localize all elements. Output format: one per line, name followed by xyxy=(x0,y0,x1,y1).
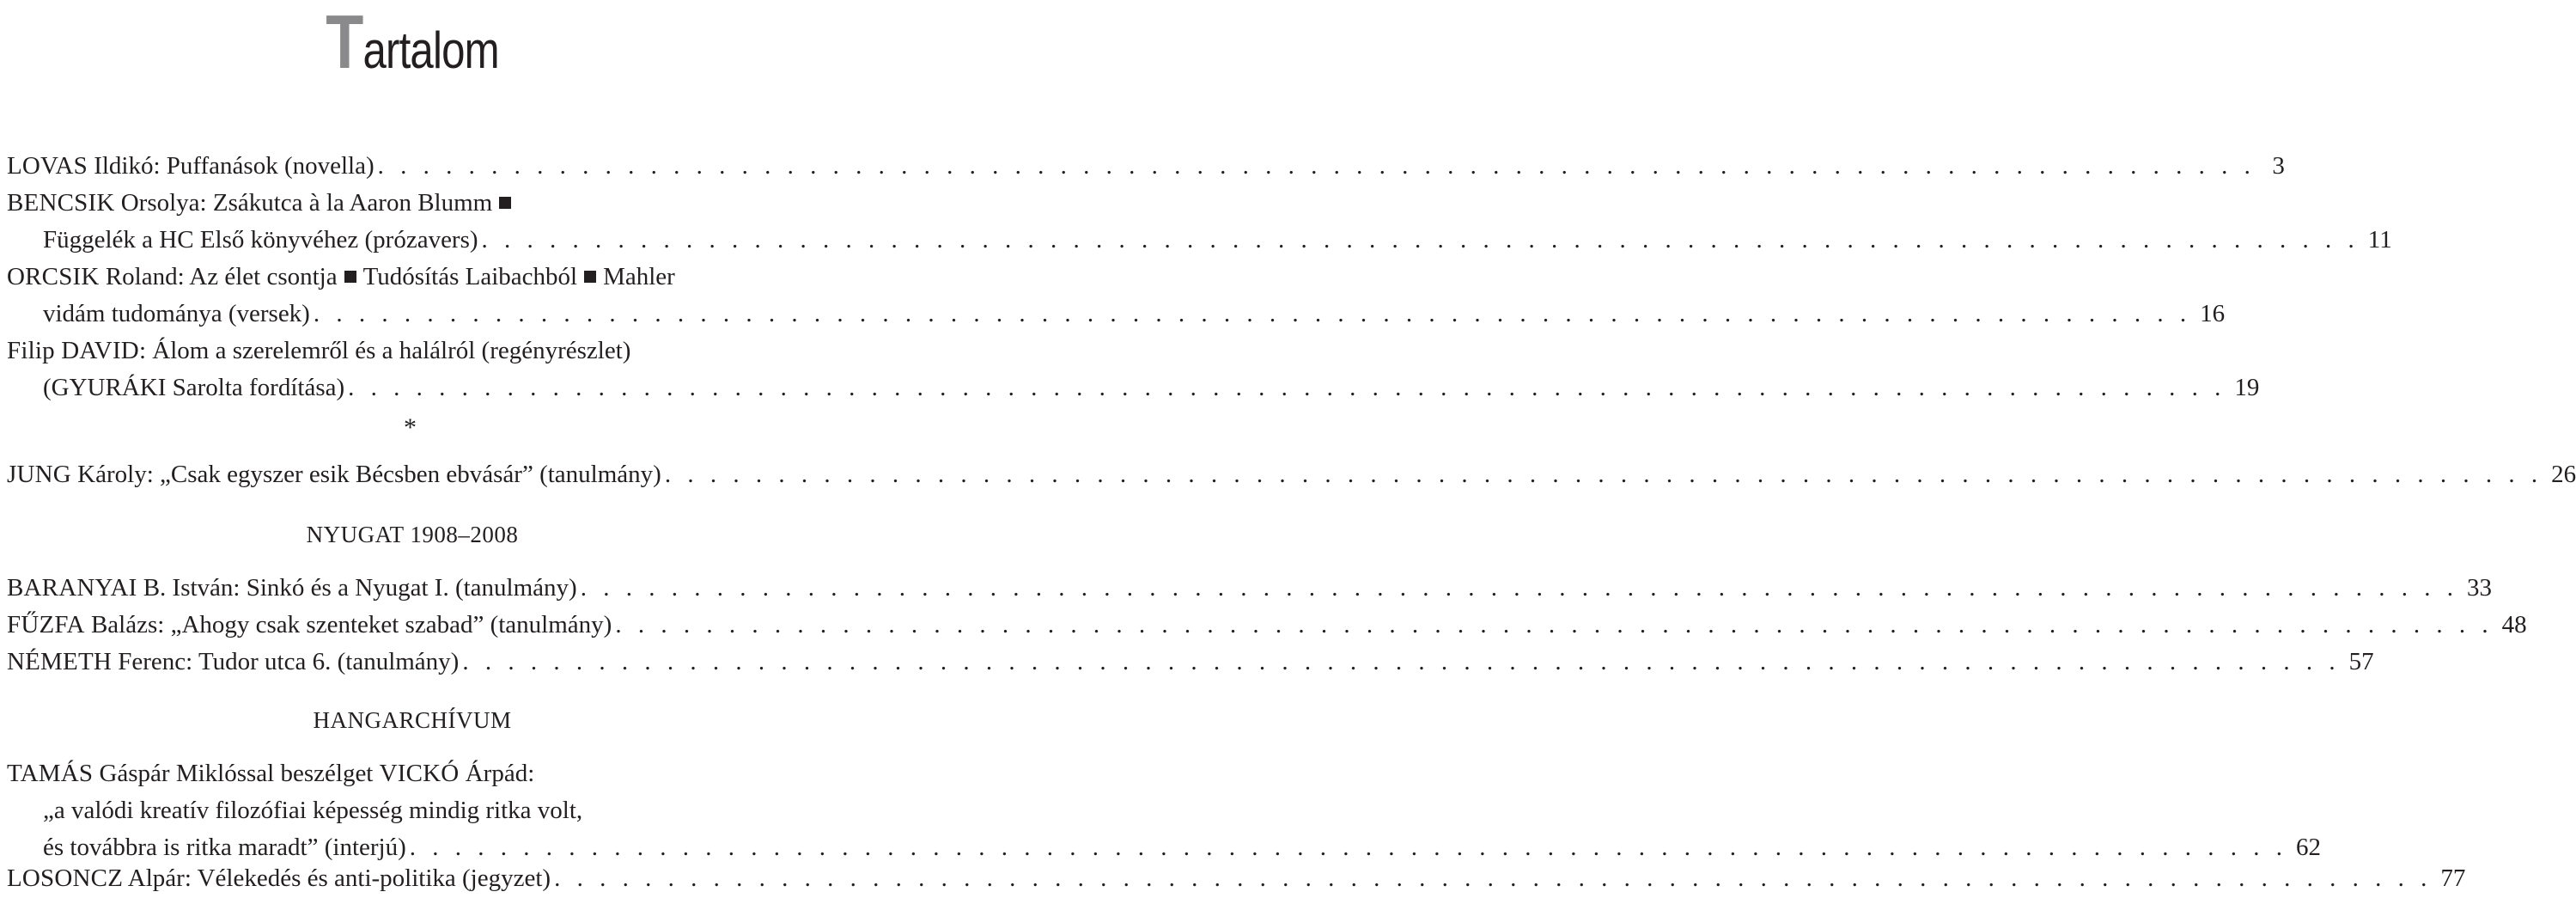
entry-author: JUNG xyxy=(7,461,71,488)
entry-title: : Álom a szerelemről és a halálról (regényrészlet) xyxy=(138,337,631,364)
entry-page-number: 3 xyxy=(2272,152,2285,180)
entry-title-part2: Tudósítás Laibachból xyxy=(362,263,578,290)
dot-leader: . . . . . . . . . . . . . . . . . . . . . . . . . . . . . . . . . . . . . . . . . . . . . . . . . . . . . . . . . . . . . . . . . . . . . . . . . . . . . . . . . . . xyxy=(313,300,2192,327)
entry-title: Ferenc: Tudor utca 6. (tanulmány) xyxy=(112,648,460,675)
page-title xyxy=(74,0,750,89)
entry-title: Alpár: Vélekedés és anti-politika (jegyzet) xyxy=(123,864,551,892)
section-separator-asterisk: * xyxy=(404,413,417,442)
entry-title: Gáspár Miklóssal beszélget xyxy=(93,760,380,787)
section-heading-nyugat: NYUGAT 1908–2008 xyxy=(306,522,519,547)
entry-title-continued: Függelék a HC Első könyvéhez (prózavers) xyxy=(43,226,478,254)
entry-author: LOSONCZ xyxy=(7,864,124,892)
square-separator-icon xyxy=(584,271,596,283)
entry-author: LOVAS xyxy=(7,152,88,180)
entry-page-number: 33 xyxy=(2466,574,2492,602)
entry-title-continued: (GYURÁKI Sarolta fordítása) xyxy=(43,374,345,401)
title-rest: artalom xyxy=(362,21,499,79)
dot-leader: . . . . . . . . . . . . . . . . . . . . . . . . . . . . . . . . . . . . . . . . . . . . . . . . . . . . . . . . . . . . . . . . . . . . . . . . . . . . . . . . . . . xyxy=(348,374,2226,401)
section-heading-hangarchivum: HANGARCHÍVUM xyxy=(313,707,512,733)
dot-leader: . . . . . . . . . . . . . . . . . . . . . . . . . . . . . . . . . . . . . . . . . . . . . . . . . . . . . . . . . . . . . . . . . . . . . . . . . . . . . . . . . . . xyxy=(481,226,2360,254)
title-initial: T xyxy=(326,0,363,84)
toc-entry-fuzfa[interactable] xyxy=(7,607,2527,644)
entry-title-continued: vidám tudománya (versek) xyxy=(43,300,310,327)
entry-page-number: 57 xyxy=(2348,648,2374,675)
dot-leader: . . . . . . . . . . . . . . . . . . . . . . . . . . . . . . . . . . . . . . . . . . . . . . . . . . . . . . . . . . . . . . . . . . . . . . . . . . . . . . . . . . . xyxy=(409,834,2288,861)
entry-page-number: 26 xyxy=(2551,461,2576,488)
entry-page-number: 62 xyxy=(2296,834,2322,861)
entry-author: TAMÁS xyxy=(7,760,94,787)
toc-entry-losoncz[interactable] xyxy=(7,860,2466,897)
entry-page-number: 16 xyxy=(2200,300,2226,327)
dot-leader: . . . . . . . . . . . . . . . . . . . . . . . . . . . . . . . . . . . . . . . . . . . . . . . . . . . . . . . . . . . . . . . . . . . . . . . . . . . . . . . . . . . xyxy=(554,864,2433,892)
toc-entry-nemeth[interactable] xyxy=(7,644,2374,681)
entry-title: Orsolya: Zsákutca à la Aaron Blumm xyxy=(114,189,493,217)
entry-title-continued: „a valódi kreatív filozófiai képesség mindig ritka volt, xyxy=(43,797,583,824)
toc-entry-tamas[interactable] xyxy=(7,755,2322,866)
toc-entry-david[interactable] xyxy=(7,333,2260,406)
toc-entry-orcsik[interactable] xyxy=(7,259,2226,333)
entry-title: Károly: „Csak egyszer esik Bécsben ebvásár” (tanulmány) xyxy=(70,461,661,488)
entry-title-part3: Mahler xyxy=(603,263,675,290)
dot-leader: . . . . . . . . . . . . . . . . . . . . . . . . . . . . . . . . . . . . . . . . . . . . . . . . . . . . . . . . . . . . . . . . . . . . . . . . . . . . . . . . . . . xyxy=(462,648,2341,675)
entry-author: BARANYAI xyxy=(7,574,137,602)
toc-entry-bencsik[interactable] xyxy=(7,185,2392,259)
entry-author-2: VICKÓ xyxy=(379,760,460,787)
entry-page-number: 48 xyxy=(2501,611,2527,638)
dot-leader: . . . . . . . . . . . . . . . . . . . . . . . . . . . . . . . . . . . . . . . . . . . . . . . . . . . . . . . . . . . . . . . . . . . . . . . . . . . . . . . . . . . xyxy=(377,152,2256,180)
entry-title-continued-2: és továbbra is ritka maradt” (interjú) xyxy=(43,834,406,861)
toc-entry-baranyai[interactable] xyxy=(7,570,2492,607)
entry-page-number: 77 xyxy=(2440,864,2466,892)
dot-leader: . . . . . . . . . . . . . . . . . . . . . . . . . . . . . . . . . . . . . . . . . . . . . . . . . . . . . . . . . . . . . . . . . . . . . . . . . . . . . . . . . . . xyxy=(664,461,2543,488)
square-separator-icon xyxy=(499,197,511,209)
entry-author: NÉMETH xyxy=(7,648,113,675)
toc-entry-jung[interactable] xyxy=(7,456,2576,493)
dot-leader: . . . . . . . . . . . . . . . . . . . . . . . . . . . . . . . . . . . . . . . . . . . . . . . . . . . . . . . . . . . . . . . . . . . . . . . . . . . . . . . . . . . xyxy=(615,611,2494,638)
entry-title-2: Árpád: xyxy=(459,760,535,787)
entry-author: Filip DAVID xyxy=(7,337,139,364)
entry-author: BENCSIK xyxy=(7,189,115,217)
entry-title: Roland: Az élet csontja xyxy=(99,263,338,290)
entry-page-number: 11 xyxy=(2367,226,2392,254)
entry-title: Ildikó: Puffanások (novella) xyxy=(87,152,375,180)
toc-entry-lovas[interactable] xyxy=(7,148,2285,185)
dot-leader: . . . . . . . . . . . . . . . . . . . . . . . . . . . . . . . . . . . . . . . . . . . . . . . . . . . . . . . . . . . . . . . . . . . . . . . . . . . . . . . . . . . xyxy=(580,574,2458,602)
entry-author: ORCSIK xyxy=(7,263,100,290)
entry-title: B. István: Sinkó és a Nyugat I. (tanulmány) xyxy=(137,574,577,602)
entry-title: Balázs: „Ahogy csak szenteket szabad” (tanulmány) xyxy=(84,611,612,638)
square-separator-icon xyxy=(344,271,356,283)
entry-author: FŰZFA xyxy=(7,611,85,638)
entry-page-number: 19 xyxy=(2234,374,2260,401)
